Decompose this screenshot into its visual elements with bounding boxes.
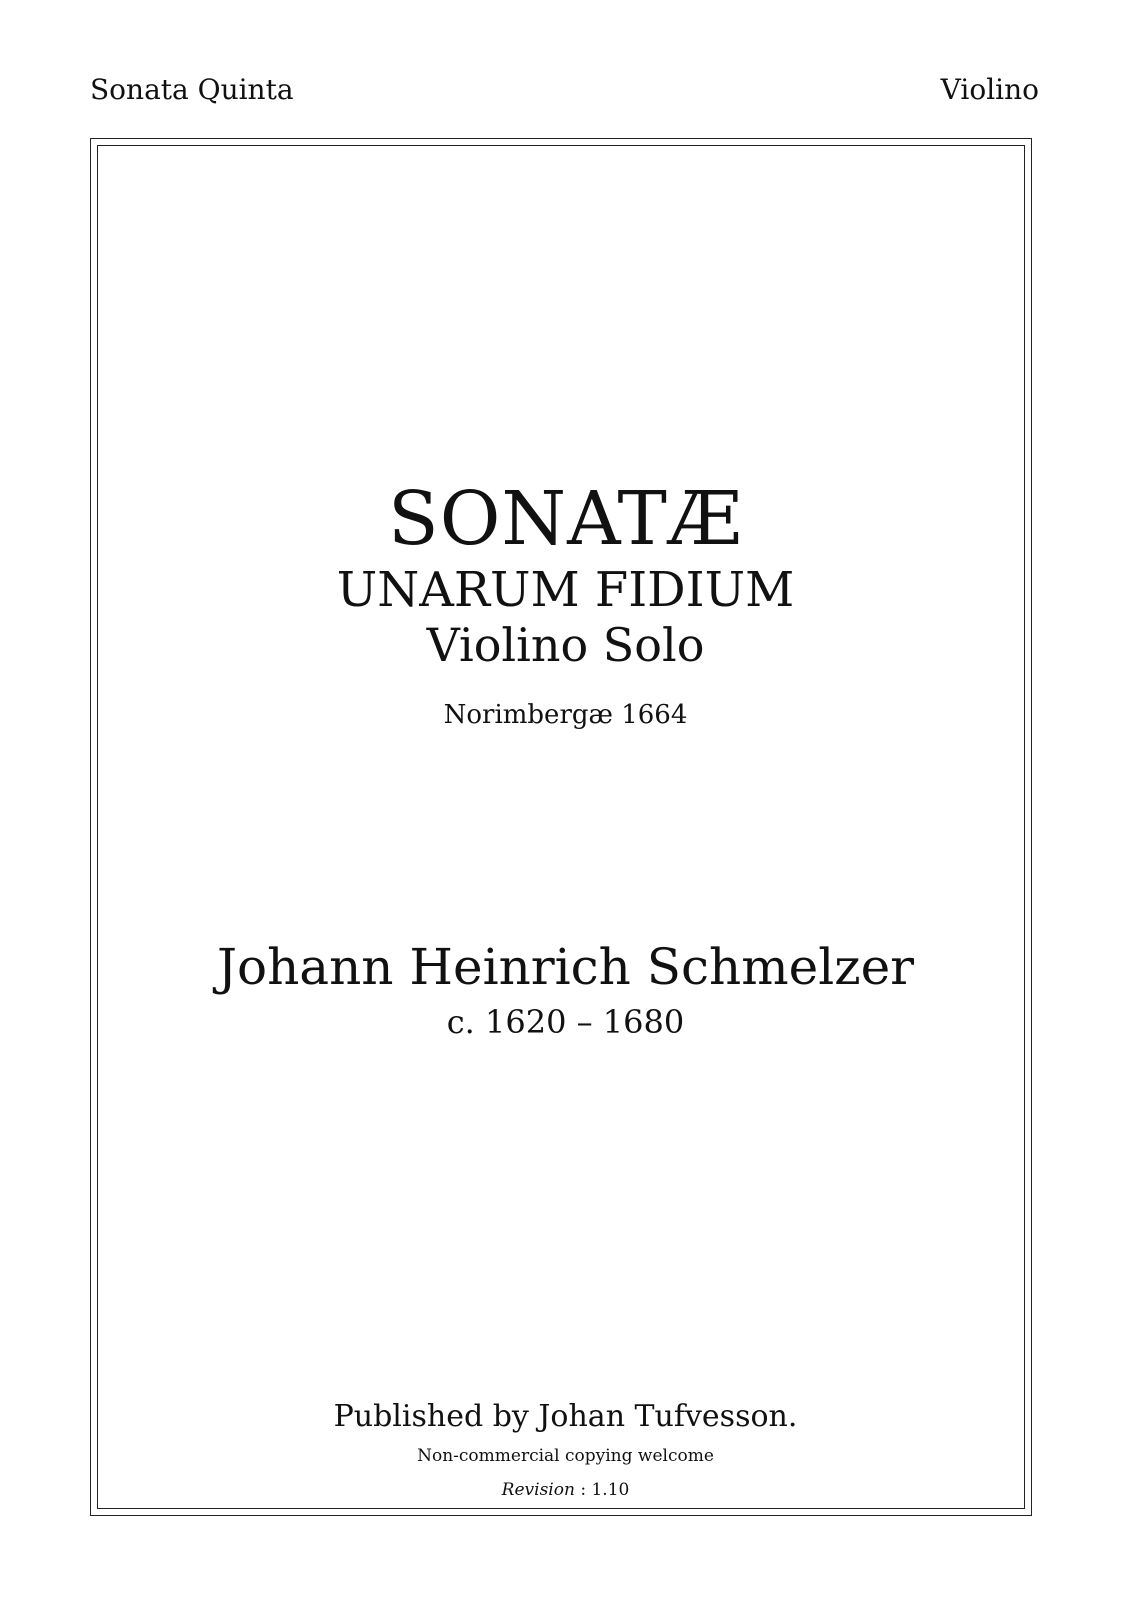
license-note: Non-commercial copying welcome: [417, 1446, 714, 1466]
subtitle-line-2: Violino Solo: [426, 618, 705, 672]
title-page-border-inner: [97, 145, 1025, 1509]
revision-value: 1.10: [591, 1480, 630, 1500]
header-instrument: Violino: [940, 73, 1039, 106]
composer-name: Johann Heinrich Schmelzer: [216, 938, 915, 996]
revision-separator: :: [574, 1480, 592, 1500]
publisher-line: Published by Johan Tufvesson.: [333, 1399, 798, 1434]
revision-label: Revision: [501, 1480, 575, 1500]
title-page-border-outer: [90, 138, 1032, 1516]
subtitle-line-1: UNARUM FIDIUM: [336, 562, 795, 618]
composer-dates: c. 1620 – 1680: [446, 1003, 685, 1041]
header-piece-title: Sonata Quinta: [90, 73, 294, 106]
main-title: SONATÆ: [388, 476, 743, 562]
publication-place-date: Norimbergæ 1664: [443, 700, 688, 730]
revision-line: [0, 1482, 1131, 1499]
